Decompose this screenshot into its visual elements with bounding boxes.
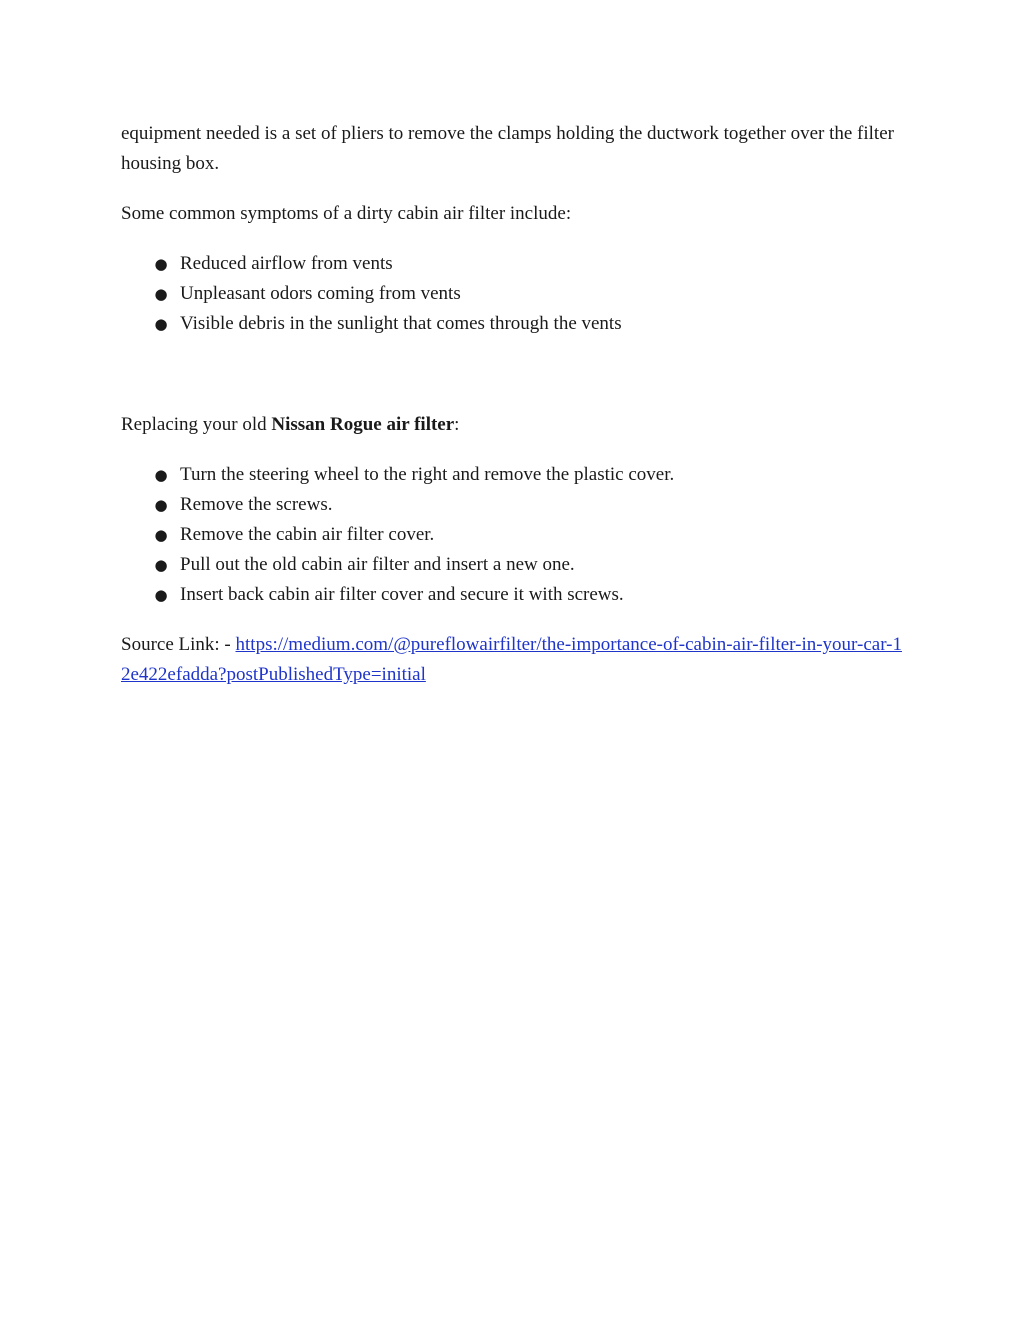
bullet-icon: ● bbox=[154, 285, 168, 303]
list-item bbox=[121, 249, 906, 279]
list-item-text: Reduced airflow from vents bbox=[180, 253, 393, 274]
list-item-text: Visible debris in the sunlight that comes through the vents bbox=[180, 313, 622, 334]
list-item bbox=[121, 580, 906, 610]
list-item-text: Unpleasant odors coming from vents bbox=[180, 283, 461, 304]
list-item-text: Insert back cabin air filter cover and secure it with screws. bbox=[180, 584, 624, 605]
replacing-prefix-text: Replacing your old bbox=[121, 414, 272, 435]
bullet-icon: ● bbox=[154, 315, 168, 333]
replacing-paragraph bbox=[121, 410, 906, 440]
list-item-text: Remove the screws. bbox=[180, 494, 333, 515]
list-item bbox=[121, 550, 906, 580]
list-item-text: Turn the steering wheel to the right and remove the plastic cover. bbox=[180, 464, 675, 485]
bullet-icon: ● bbox=[154, 496, 168, 514]
bullet-icon: ● bbox=[154, 466, 168, 484]
bullet-icon: ● bbox=[154, 586, 168, 604]
bullet-icon: ● bbox=[154, 526, 168, 544]
list-item-text: Remove the cabin air filter cover. bbox=[180, 524, 435, 545]
list-item bbox=[121, 309, 906, 339]
replacing-suffix-text: : bbox=[454, 414, 460, 435]
source-link[interactable]: https://medium.com/@pureflowairfilter/the-importance-of-cabin-air-filter-in-your-car-12e422efadda?postPublishedType=initial bbox=[121, 634, 902, 685]
list-item bbox=[121, 460, 906, 490]
list-item bbox=[121, 520, 906, 550]
list-item bbox=[121, 279, 906, 309]
document-body bbox=[121, 119, 906, 690]
bullet-icon: ● bbox=[154, 255, 168, 273]
list-item-text: Pull out the old cabin air filter and insert a new one. bbox=[180, 554, 575, 575]
source-paragraph bbox=[121, 630, 906, 690]
source-label: Source Link: - bbox=[121, 634, 236, 655]
list-item bbox=[121, 490, 906, 520]
symptoms-intro-paragraph: Some common symptoms of a dirty cabin air filter include: bbox=[121, 203, 572, 224]
bullet-icon: ● bbox=[154, 556, 168, 574]
intro-continued-paragraph: equipment needed is a set of pliers to remove the clamps holding the ductwork together over the filter housing box. bbox=[121, 123, 894, 174]
replacing-bold-text: Nissan Rogue air filter bbox=[271, 414, 455, 435]
replacement-steps-list bbox=[121, 460, 906, 610]
symptoms-list bbox=[121, 249, 906, 339]
